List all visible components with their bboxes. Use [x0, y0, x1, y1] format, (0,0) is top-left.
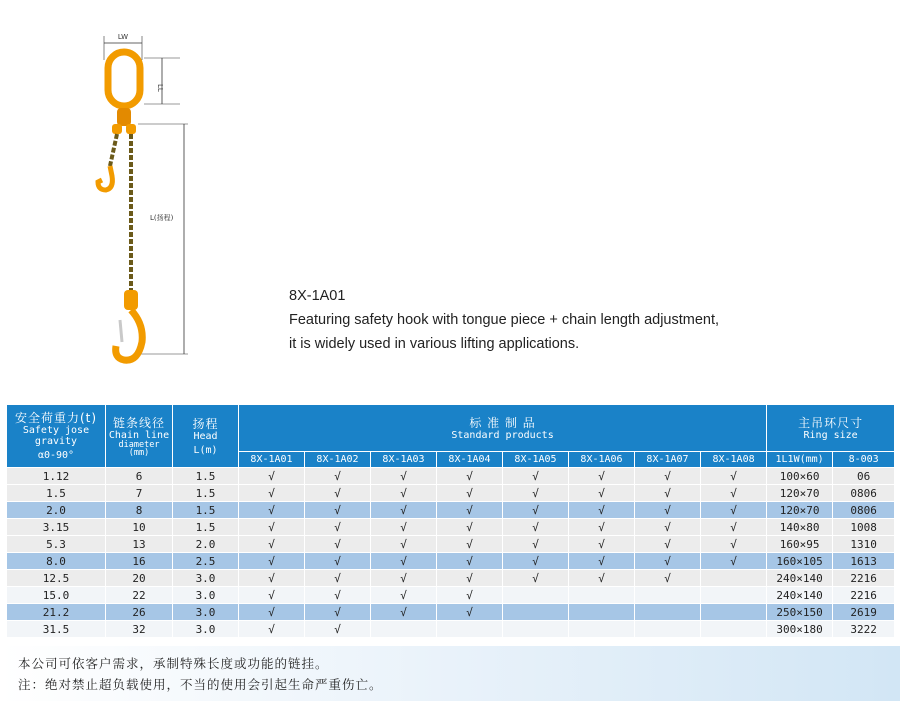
header-ring-code: 8-003 — [833, 452, 895, 468]
header-ring-en: Ring size — [803, 429, 858, 441]
table-row — [7, 536, 895, 553]
cell-check — [503, 587, 569, 604]
cell-check: √ — [701, 502, 767, 519]
cell-check — [635, 604, 701, 621]
cell-check: √ — [305, 553, 371, 570]
cell-check: √ — [371, 536, 437, 553]
cell-ring-code: 0806 — [833, 485, 895, 502]
spec-table-body — [7, 468, 895, 638]
connector — [117, 108, 131, 126]
cell-diameter: 22 — [106, 587, 173, 604]
cell-check: √ — [305, 604, 371, 621]
cell-ring-code: 2216 — [833, 587, 895, 604]
cell-check — [569, 621, 635, 638]
cell-check: √ — [371, 553, 437, 570]
cell-load: 1.5 — [7, 485, 106, 502]
header-load-cn: 安全荷重力(t) — [14, 411, 98, 425]
cell-check: √ — [635, 570, 701, 587]
header-ring-size — [767, 405, 895, 452]
cell-check: √ — [437, 502, 503, 519]
cell-check: √ — [305, 621, 371, 638]
cell-check: √ — [569, 502, 635, 519]
hook-latch — [120, 320, 122, 342]
cell-check: √ — [371, 604, 437, 621]
header-model: 8X-1A08 — [701, 452, 767, 468]
cell-check: √ — [635, 485, 701, 502]
cell-check — [701, 604, 767, 621]
cell-ring-size: 120×70 — [767, 485, 833, 502]
cell-diameter: 32 — [106, 621, 173, 638]
cell-head: 3.0 — [173, 570, 239, 587]
side-hook — [98, 166, 112, 190]
cell-check — [437, 621, 503, 638]
cell-check: √ — [239, 587, 305, 604]
cell-load: 31.5 — [7, 621, 106, 638]
product-description — [289, 284, 719, 356]
header-load-en: Safety jose gravity — [22, 425, 90, 447]
cell-load: 15.0 — [7, 587, 106, 604]
cell-ring-size: 120×70 — [767, 502, 833, 519]
header-diameter-en3: (mm) — [128, 447, 150, 458]
safety-hook — [116, 310, 143, 360]
header-model: 8X-1A06 — [569, 452, 635, 468]
cell-check: √ — [239, 621, 305, 638]
cell-head: 2.0 — [173, 536, 239, 553]
cell-check: √ — [239, 468, 305, 485]
header-model: 8X-1A07 — [635, 452, 701, 468]
table-row — [7, 485, 895, 502]
cell-check: √ — [305, 587, 371, 604]
cell-check: √ — [305, 485, 371, 502]
cell-diameter: 13 — [106, 536, 173, 553]
cell-check: √ — [239, 536, 305, 553]
cell-head: 1.5 — [173, 519, 239, 536]
header-diameter-en1: Chain line — [108, 429, 170, 441]
cell-check — [569, 604, 635, 621]
cell-check: √ — [305, 502, 371, 519]
cell-check: √ — [569, 553, 635, 570]
cell-ring-code: 3222 — [833, 621, 895, 638]
cell-check — [503, 621, 569, 638]
table-row — [7, 587, 895, 604]
cell-check: √ — [371, 570, 437, 587]
cell-check: √ — [503, 468, 569, 485]
cell-diameter: 10 — [106, 519, 173, 536]
short-chain — [110, 134, 117, 166]
cell-check: √ — [305, 519, 371, 536]
cell-load: 1.12 — [7, 468, 106, 485]
dim-lw-label: LW — [117, 33, 129, 41]
cell-check — [635, 621, 701, 638]
header-standard-en: Standard products — [451, 429, 554, 441]
cell-ring-size: 160×95 — [767, 536, 833, 553]
cell-ring-code: 1310 — [833, 536, 895, 553]
cell-diameter: 16 — [106, 553, 173, 570]
cell-check: √ — [239, 519, 305, 536]
cell-check: √ — [569, 536, 635, 553]
notes-band — [0, 646, 900, 701]
cell-check: √ — [701, 468, 767, 485]
header-ring-dim: 1L1W(mm) — [767, 452, 833, 468]
cell-load: 21.2 — [7, 604, 106, 621]
cell-ring-code: 2216 — [833, 570, 895, 587]
model-code: 8X-1A01 — [289, 288, 346, 304]
cell-check — [371, 621, 437, 638]
master-ring — [108, 52, 140, 106]
cell-check: √ — [437, 485, 503, 502]
cell-load: 3.15 — [7, 519, 106, 536]
cell-load: 8.0 — [7, 553, 106, 570]
cell-check: √ — [701, 536, 767, 553]
table-row — [7, 621, 895, 638]
cell-check: √ — [239, 502, 305, 519]
cell-check: √ — [569, 519, 635, 536]
cell-check: √ — [635, 502, 701, 519]
cell-diameter: 20 — [106, 570, 173, 587]
cell-head: 3.0 — [173, 604, 239, 621]
cell-check — [701, 621, 767, 638]
cell-head: 1.5 — [173, 502, 239, 519]
cell-check: √ — [701, 553, 767, 570]
cell-check: √ — [503, 553, 569, 570]
dim-l-label: L(扬程) — [150, 214, 174, 222]
cell-load: 5.3 — [7, 536, 106, 553]
cell-ring-size: 140×80 — [767, 519, 833, 536]
cell-check: √ — [239, 553, 305, 570]
cell-ring-size: 240×140 — [767, 587, 833, 604]
chain-sling-illustration — [80, 28, 210, 373]
cell-check: √ — [371, 587, 437, 604]
cell-check: √ — [569, 570, 635, 587]
cell-check — [635, 587, 701, 604]
table-row — [7, 553, 895, 570]
cell-check: √ — [635, 519, 701, 536]
cell-check: √ — [371, 502, 437, 519]
cell-check: √ — [437, 570, 503, 587]
header-load — [7, 405, 106, 468]
cell-check: √ — [371, 468, 437, 485]
cell-check: √ — [371, 485, 437, 502]
cell-ring-code: 06 — [833, 468, 895, 485]
cell-diameter: 8 — [106, 502, 173, 519]
cell-check: √ — [437, 587, 503, 604]
cell-check: √ — [569, 468, 635, 485]
cell-check: √ — [437, 468, 503, 485]
cell-check: √ — [305, 536, 371, 553]
cell-diameter: 7 — [106, 485, 173, 502]
cell-ring-code: 0806 — [833, 502, 895, 519]
cell-check: √ — [503, 485, 569, 502]
cell-check: √ — [503, 519, 569, 536]
cell-check: √ — [635, 536, 701, 553]
cell-check — [701, 587, 767, 604]
header-model: 8X-1A02 — [305, 452, 371, 468]
cell-diameter: 6 — [106, 468, 173, 485]
header-model: 8X-1A04 — [437, 452, 503, 468]
cell-ring-code: 1008 — [833, 519, 895, 536]
cell-check — [701, 570, 767, 587]
cell-check: √ — [503, 570, 569, 587]
cell-check: √ — [701, 519, 767, 536]
cell-check: √ — [239, 570, 305, 587]
cell-head: 2.5 — [173, 553, 239, 570]
cell-check: √ — [503, 502, 569, 519]
header-standard-cn: 标 准 制 品 — [469, 415, 536, 430]
cell-check: √ — [503, 536, 569, 553]
cell-check: √ — [635, 468, 701, 485]
cell-check: √ — [239, 604, 305, 621]
header-head-sub: L(m) — [193, 444, 218, 456]
description-line-2: it is widely used in various lifting applications. — [289, 336, 580, 352]
cell-ring-size: 100×60 — [767, 468, 833, 485]
cell-check: √ — [239, 485, 305, 502]
cell-head: 3.0 — [173, 621, 239, 638]
header-load-sub: α0-90° — [37, 450, 75, 461]
cell-head: 1.5 — [173, 468, 239, 485]
description-line-1: Featuring safety hook with tongue piece + chain length adjustment, — [289, 312, 720, 328]
spec-table — [6, 404, 895, 638]
cell-ring-size: 240×140 — [767, 570, 833, 587]
table-row — [7, 468, 895, 485]
cell-ring-size: 160×105 — [767, 553, 833, 570]
table-row — [7, 502, 895, 519]
cell-load: 12.5 — [7, 570, 106, 587]
header-diameter-en2: diameter — [118, 439, 160, 450]
cell-check — [503, 604, 569, 621]
cell-check: √ — [305, 468, 371, 485]
cell-check: √ — [437, 604, 503, 621]
cell-check: √ — [437, 553, 503, 570]
cell-check: √ — [371, 519, 437, 536]
header-ring-cn: 主吊环尺寸 — [798, 415, 864, 430]
note-warning: 注：绝对禁止超负载使用，不当的使用会引起生命严重伤亡。 — [18, 677, 383, 692]
cell-check: √ — [569, 485, 635, 502]
table-row — [7, 519, 895, 536]
header-model: 8X-1A05 — [503, 452, 569, 468]
header-model: 8X-1A03 — [371, 452, 437, 468]
cell-ring-size: 300×180 — [767, 621, 833, 638]
header-head — [173, 405, 239, 468]
cell-head: 3.0 — [173, 587, 239, 604]
cell-check: √ — [437, 536, 503, 553]
header-head-en: Head — [193, 430, 218, 442]
cell-check: √ — [305, 570, 371, 587]
cell-check: √ — [701, 485, 767, 502]
cell-load: 2.0 — [7, 502, 106, 519]
header-model: 8X-1A01 — [239, 452, 305, 468]
cell-head: 1.5 — [173, 485, 239, 502]
cell-check: √ — [437, 519, 503, 536]
cell-ring-code: 2619 — [833, 604, 895, 621]
cell-check — [569, 587, 635, 604]
dim-ll-label: LL — [156, 84, 164, 92]
table-row — [7, 604, 895, 621]
cell-ring-code: 1613 — [833, 553, 895, 570]
cell-check: √ — [635, 553, 701, 570]
cell-diameter: 26 — [106, 604, 173, 621]
header-diameter — [106, 405, 173, 468]
header-diameter-cn: 链条线径 — [112, 415, 165, 430]
header-standard-products — [239, 405, 767, 452]
header-head-cn: 扬程 — [192, 416, 219, 431]
note-custom: 本公司可依客户需求，承制特殊长度或功能的链挂。 — [18, 656, 329, 671]
adjuster — [124, 290, 138, 310]
cell-ring-size: 250×150 — [767, 604, 833, 621]
table-row — [7, 570, 895, 587]
